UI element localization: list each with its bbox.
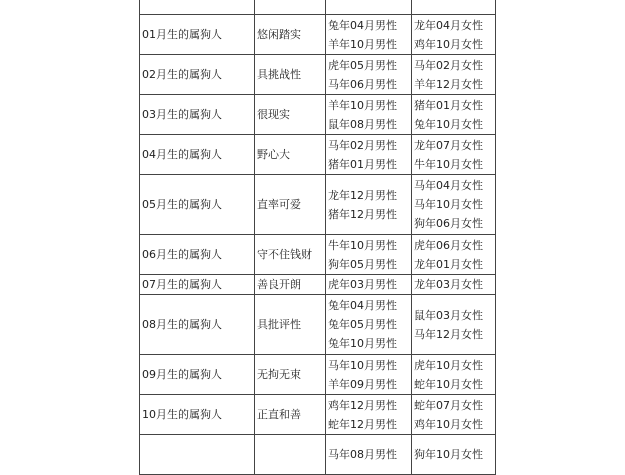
female-match-cell (412, 355, 496, 395)
female-match-cell (412, 15, 496, 55)
male-match-item: 马年10月男性 (328, 358, 397, 372)
male-match-cell (326, 435, 412, 475)
male-match-item: 羊年10月男性 (328, 98, 397, 112)
male-match-item: 牛年10月男性 (328, 238, 397, 252)
male-match-item: 狗年05月男性 (328, 257, 397, 271)
birth-month-cell: 01月生的属狗人 (140, 15, 255, 55)
male-match-item: 猪年01月男性 (328, 157, 397, 171)
male-match-item: 马年02月男性 (328, 138, 397, 152)
female-match-item: 虎年10月女性 (414, 358, 483, 372)
female-match-item: 猪年01月女性 (414, 98, 483, 112)
male-match-item: 兔年04月男性 (328, 18, 397, 32)
female-match-item: 龙年03月女性 (414, 278, 483, 291)
male-match-cell (326, 0, 412, 15)
table-row (140, 435, 496, 475)
male-match-item: 蛇年12月男性 (328, 417, 397, 431)
female-match-item: 龙年01月女性 (414, 257, 483, 271)
table-row (140, 355, 496, 395)
female-match-cell (412, 0, 496, 15)
female-match-cell (412, 235, 496, 275)
table-row (140, 0, 496, 15)
birth-month-cell: 05月生的属狗人 (140, 175, 255, 235)
female-match-item: 马年04月女性 (414, 179, 483, 192)
female-match-item: 龙年07月女性 (414, 138, 483, 152)
birth-month-cell: 03月生的属狗人 (140, 95, 255, 135)
male-match-item: 马年06月男性 (328, 77, 397, 91)
male-match-item: 猪年12月男性 (328, 207, 397, 221)
male-match-item: 兔年04月男性 (328, 299, 397, 312)
personality-trait-cell: 守不住钱财 (255, 235, 326, 275)
male-match-cell (326, 15, 412, 55)
table-row (140, 235, 496, 275)
birth-month-cell (140, 0, 255, 15)
male-match-item: 虎年03月男性 (328, 278, 397, 291)
birth-month-cell (140, 435, 255, 475)
male-match-item: 龙年12月男性 (328, 188, 397, 202)
male-match-item: 虎年05月男性 (328, 58, 397, 72)
male-match-item: 兔年05月男性 (328, 318, 397, 331)
female-match-item: 狗年06月女性 (414, 217, 483, 230)
male-match-cell (326, 355, 412, 395)
female-match-item: 马年02月女性 (414, 58, 483, 72)
birth-month-cell: 10月生的属狗人 (140, 395, 255, 435)
personality-trait-cell: 很现实 (255, 95, 326, 135)
male-match-cell (326, 235, 412, 275)
female-match-cell (412, 395, 496, 435)
table-row (140, 275, 496, 295)
female-match-item: 蛇年07月女性 (414, 398, 483, 412)
female-match-item: 龙年04月女性 (414, 18, 483, 32)
female-match-cell (412, 175, 496, 235)
male-match-item: 羊年10月男性 (328, 37, 397, 51)
male-match-item: 马年08月男性 (328, 448, 397, 461)
female-match-item: 鸡年10月女性 (414, 417, 483, 431)
female-match-cell (412, 295, 496, 355)
female-match-item (414, 0, 495, 14)
birth-month-cell: 08月生的属狗人 (140, 295, 255, 355)
table-row (140, 175, 496, 235)
female-match-cell (412, 435, 496, 475)
male-match-item: 羊年09月男性 (328, 377, 397, 391)
personality-trait-cell: 无拘无束 (255, 355, 326, 395)
female-match-cell (412, 95, 496, 135)
birth-month-cell: 07月生的属狗人 (140, 275, 255, 295)
table-row (140, 55, 496, 95)
female-match-item: 羊年12月女性 (414, 77, 483, 91)
male-match-cell (326, 55, 412, 95)
birth-month-cell: 06月生的属狗人 (140, 235, 255, 275)
personality-trait-cell: 野心大 (255, 135, 326, 175)
table-row (140, 15, 496, 55)
male-match-cell (326, 175, 412, 235)
birth-month-cell: 09月生的属狗人 (140, 355, 255, 395)
personality-trait-cell: 具挑战性 (255, 55, 326, 95)
personality-trait-cell: 正直和善 (255, 395, 326, 435)
female-match-item: 蛇年10月女性 (414, 377, 483, 391)
zodiac-match-table (139, 0, 496, 475)
female-match-item: 狗年10月女性 (414, 448, 483, 461)
female-match-item: 马年10月女性 (414, 198, 483, 211)
male-match-item (328, 0, 411, 14)
birth-month-cell: 02月生的属狗人 (140, 55, 255, 95)
personality-trait-cell: 直率可爱 (255, 175, 326, 235)
female-match-item: 兔年10月女性 (414, 117, 483, 131)
male-match-cell (326, 95, 412, 135)
female-match-item: 牛年10月女性 (414, 157, 483, 171)
table-row (140, 395, 496, 435)
male-match-item: 兔年10月男性 (328, 337, 397, 350)
table-row (140, 135, 496, 175)
personality-trait-cell (255, 435, 326, 475)
personality-trait-cell: 具批评性 (255, 295, 326, 355)
zodiac-table-container (139, 0, 496, 475)
female-match-item: 虎年06月女性 (414, 238, 483, 252)
personality-trait-cell (255, 0, 326, 15)
female-match-cell (412, 275, 496, 295)
birth-month-cell: 04月生的属狗人 (140, 135, 255, 175)
female-match-cell (412, 55, 496, 95)
table-row (140, 295, 496, 355)
female-match-cell (412, 135, 496, 175)
female-match-item: 马年12月女性 (414, 327, 483, 341)
female-match-item: 鼠年03月女性 (414, 308, 483, 322)
male-match-item: 鼠年08月男性 (328, 117, 397, 131)
female-match-item: 鸡年10月女性 (414, 37, 483, 51)
table-row (140, 95, 496, 135)
personality-trait-cell: 善良开朗 (255, 275, 326, 295)
personality-trait-cell: 悠闲踏实 (255, 15, 326, 55)
male-match-cell (326, 395, 412, 435)
male-match-cell (326, 295, 412, 355)
male-match-item: 鸡年12月男性 (328, 398, 397, 412)
male-match-cell (326, 135, 412, 175)
table-body (140, 0, 496, 475)
male-match-cell (326, 275, 412, 295)
